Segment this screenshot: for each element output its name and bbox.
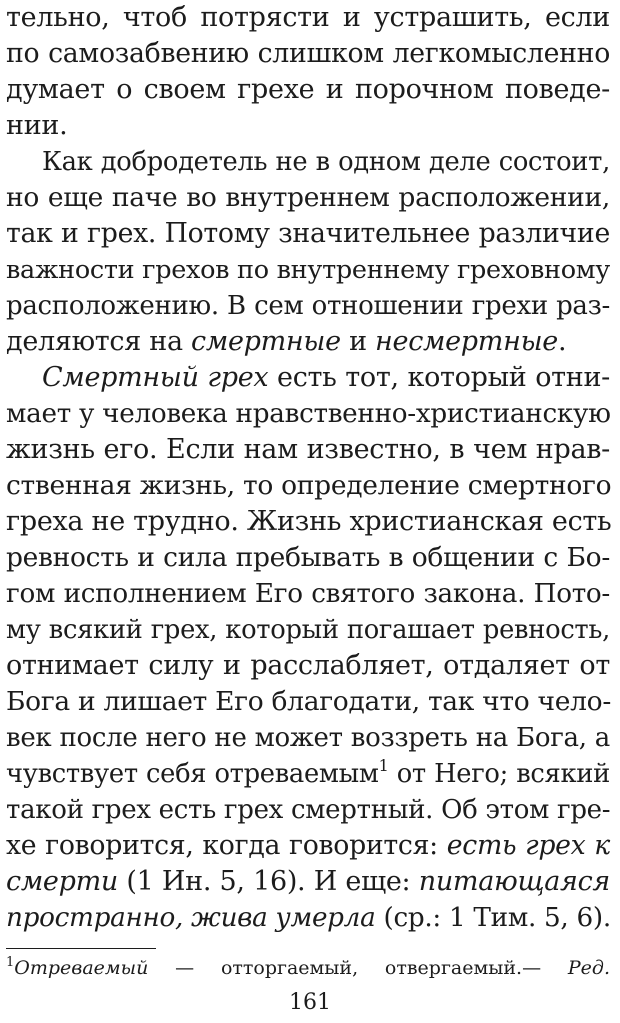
text-line: мает у человека нравственно-христианскую — [6, 399, 611, 429]
text-line: так и грех. Потому значительнее различие — [6, 218, 610, 249]
text-line: важности грехов по внутреннему греховному — [6, 255, 610, 285]
text-line: Бога и лишает Его благодати, так что чело- — [6, 686, 611, 717]
italic-quote: смерти — [6, 866, 118, 897]
text-line: тельно, чтоб потрясти и устрашить, если — [6, 2, 610, 33]
text-line: расположению. В сем отношении грехи раз- — [6, 291, 610, 321]
text-line: жизнь его. Если нам известно, в чем нрав- — [6, 434, 610, 465]
text-line: ревность и сила пребывать в общении с Бо- — [6, 542, 610, 573]
footnote-marker: 1 — [378, 756, 389, 775]
text-line: деляются на смертные и несмертные. — [6, 326, 567, 357]
footnote — [6, 955, 610, 981]
text-line: смерти (1 Ин. 5, 16). И еще: питающаяся — [6, 866, 610, 897]
text-line: но еще паче во внутреннем расположении, — [6, 182, 610, 213]
paragraph-first-line: Как добродетель не в одном деле состоит, — [42, 147, 610, 177]
text-line: век после него не может воззреть на Бога, а — [6, 723, 610, 753]
footnote-definition: — отторгаемый, отвергаемый.— — [148, 957, 568, 979]
text-line: греха не трудно. Жизнь христианская есть — [6, 506, 612, 537]
footnote-attribution: Ред. — [567, 957, 610, 979]
page-number: 161 — [289, 990, 331, 1015]
text-line: ственная жизнь, то определение смертного — [6, 470, 612, 501]
text-line: хе говорится, когда говорится: есть грех к — [6, 830, 610, 861]
text-line: гом исполнением Его святого закона. Пото- — [6, 579, 610, 609]
text-line: нии. — [6, 110, 68, 141]
italic-term: Смертный грех — [42, 362, 269, 393]
text-line: думает о своем грехе и порочном поведе- — [6, 74, 610, 105]
footnote-divider — [6, 948, 156, 949]
footnote-term: Отреваемый — [14, 957, 149, 979]
text-line: такой грех есть грех смертный. Об этом гре- — [6, 795, 611, 825]
text-line: пространно, жива умерла (ср.: 1 Тим. 5, 6). — [6, 903, 611, 933]
italic-quote: питающаяся — [418, 866, 610, 897]
paragraph-first-line: Смертный грех есть тот, который отни- — [42, 362, 611, 393]
italic-term: смертные — [191, 326, 341, 357]
text-line: по самозабвению слишком легкомысленно — [6, 38, 610, 69]
text-line: му всякий грех, который погашает ревность, — [6, 615, 610, 645]
footnote-number: 1 — [6, 955, 15, 970]
italic-quote: есть грех к — [446, 830, 610, 861]
text-line: отнимает силу и расслабляет, отдаляет от — [6, 650, 610, 681]
text-line: чувствует себя отреваемым$^1$ от Него; всякий — [6, 756, 610, 789]
italic-quote: пространно, жива умерла — [6, 903, 376, 933]
italic-term: несмертные — [375, 326, 558, 357]
